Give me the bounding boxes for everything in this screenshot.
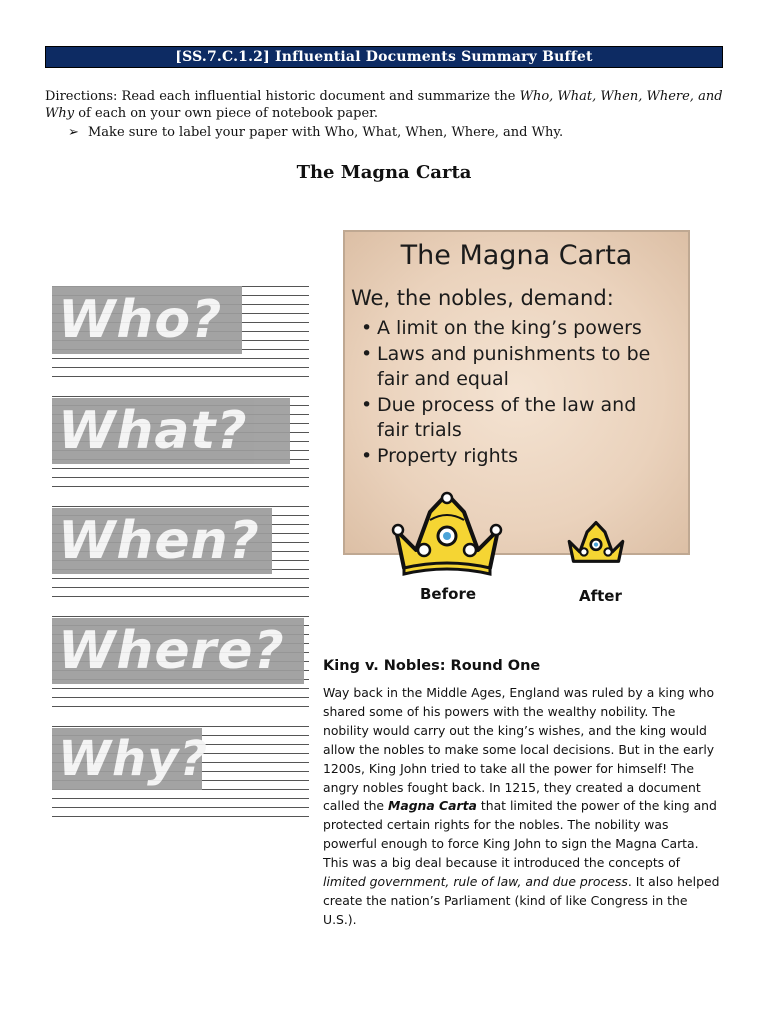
prompt-word-when: When? (52, 508, 272, 574)
poster-item: • Property rights (359, 444, 667, 469)
article-text: Way back in the Middle Ages, England was ruled by a king who shared some of his powers with the wealthy nobility. The nobility would carry out the king’s wishes, and the king would allow the nobles to make some local decisions. But in the early 1200s, King John tried to take all the power for himself! The angry nobles fought back. In 1215, they created a document called the (323, 685, 715, 814)
poster-demand: We, the nobles, demand: (351, 286, 614, 310)
article (323, 658, 723, 930)
poster-item: • Laws and punishments to be fair and equal (359, 342, 657, 392)
article-heading: King v. Nobles: Round One (323, 658, 541, 674)
poster-title: The Magna Carta (400, 240, 633, 271)
ruled-line (52, 477, 309, 478)
directions-bullet-text: Make sure to label your paper with Who, What, When, Where, and Why. (88, 125, 564, 140)
ruled-line (52, 697, 309, 698)
ruled-line (52, 367, 309, 368)
ruled-line (52, 486, 309, 487)
article-text: that limited the power of the king and protected certain rights for the nobles. The nobility was powerful enough to force King John to sign the Magna Carta. This was a big deal because it introduced the concepts of (323, 798, 717, 871)
ruled-line (52, 376, 309, 377)
ruled-line (52, 596, 309, 597)
ruled-line (52, 688, 309, 689)
directions-bullet (68, 124, 563, 141)
poster-item: • A limit on the king’s powers (359, 316, 667, 341)
worksheet-lines (52, 280, 309, 825)
poster-demand-list (359, 316, 667, 470)
prompt-word-where: Where? (52, 618, 304, 684)
prompt-word-who: Who? (52, 286, 242, 354)
ruled-line (52, 816, 309, 817)
worksheet-header (45, 46, 723, 68)
prompt-word-why: Why? (52, 728, 202, 790)
arrow-bullet-icon: ➢ (68, 125, 79, 140)
ruled-line (52, 506, 309, 507)
crown-icon (386, 490, 508, 576)
article-text: . It also helped create the nation’s Parliament (kind of like Congress in the U.S.). (323, 874, 720, 927)
crown-icon (564, 520, 628, 566)
ruled-line (52, 798, 309, 799)
ruled-line (52, 468, 309, 469)
worksheet-title: [SS.7.C.1.2] Influential Documents Summary Buffet (175, 49, 593, 65)
directions-lead: Directions: Read each influential historic document and summarize the (45, 89, 520, 104)
document-title: The Magna Carta (296, 162, 472, 183)
ruled-line (52, 706, 309, 707)
after-label: After (579, 587, 622, 605)
article-body (323, 684, 723, 930)
ruled-line (52, 587, 309, 588)
ruled-line (52, 616, 309, 617)
ruled-line (52, 726, 309, 727)
ruled-line (52, 807, 309, 808)
poster-item: • Due process of the law and fair trials (359, 393, 667, 443)
before-label: Before (420, 585, 477, 603)
ruled-line (52, 578, 309, 579)
ruled-line (52, 358, 309, 359)
ruled-line (52, 396, 309, 397)
directions-emphasis: Who, What, When, Where, and Why (45, 89, 723, 121)
directions-tail: of each on your own piece of notebook paper. (74, 106, 379, 121)
article-concepts: limited government, rule of law, and due process (323, 874, 628, 890)
directions (45, 88, 735, 122)
article-magna-carta: Magna Carta (388, 798, 477, 814)
prompt-word-what: What? (52, 398, 290, 464)
